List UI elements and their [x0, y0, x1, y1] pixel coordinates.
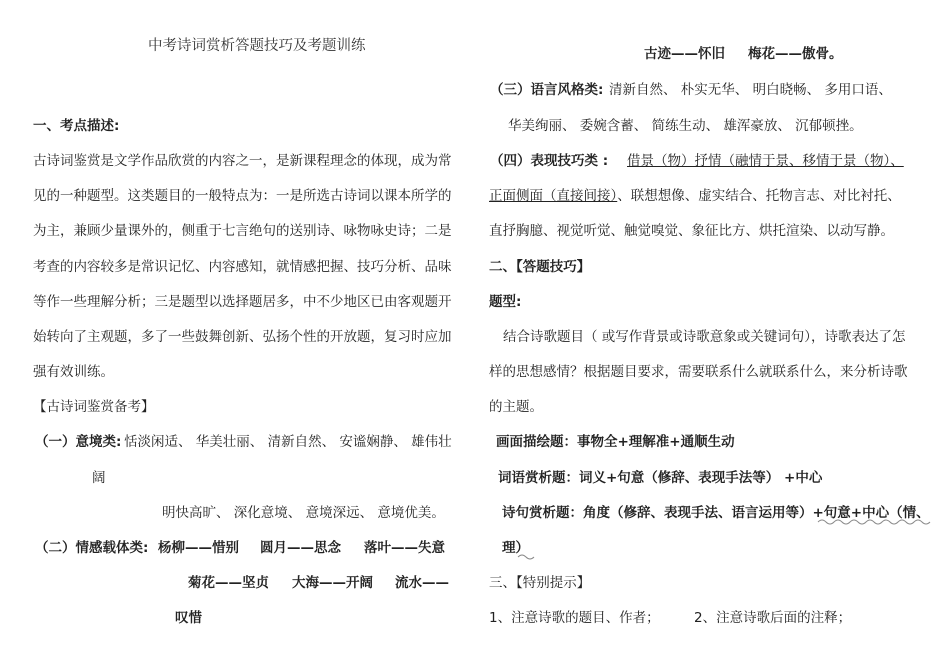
paragraph-line: 见的一种题型。这类题目的一般特点为：一是所选古诗词以课本所学的 — [33, 188, 452, 204]
question-type-label: 题型: — [489, 294, 522, 310]
category-label-qinggan: （二）情感载体类: — [35, 540, 149, 556]
section-heading-2: 二、【答题技巧】 — [489, 259, 591, 275]
paragraph-line: 考查的内容较多是常识记忆、内容感知，就情感把握、技巧分析、品味 — [33, 259, 452, 275]
squiggle-line — [518, 555, 534, 559]
category-label-yijing: （一）意境类: — [35, 434, 122, 450]
paragraph-line: 强有效训练。 — [33, 364, 114, 380]
pair-item: 流水—— — [395, 575, 449, 591]
technique-underlined: 借景（物）抒情（融情于景、移情于景（物）、 — [627, 153, 904, 169]
tip-item: 2、注意诗歌后面的注释； — [694, 610, 852, 626]
pair-item: 古迹——怀旧 — [644, 46, 725, 62]
paragraph-line: 为主，兼顾少量课外的，侧重于七言绝句的送别诗、咏物咏史诗；二是 — [33, 223, 452, 239]
paragraph-line: 结合诗歌题目（ 或写作背景或诗歌意象或关键词句），诗歌表达了怎 — [503, 329, 906, 345]
pair-item: 圆月——思念 — [260, 540, 341, 556]
technique-line — [489, 187, 901, 205]
prep-heading: 【古诗词鉴赏备考】 — [33, 399, 155, 415]
spellcheck-squiggle — [500, 515, 940, 565]
category-items: 明快高旷、 深化意境、 意境深远、 意境优美。 — [162, 505, 445, 521]
category-items: 恬淡闲适、 华美壮丽、 清新自然、 安谧娴静、 雄伟壮 — [124, 434, 452, 450]
paragraph-line: 样的思想感情？根据题目要求，需要联系什么就联系什么，来分析诗歌 — [489, 364, 908, 380]
answer-formula: 画面描绘题：事物全+理解准+通顺生动 — [496, 434, 735, 450]
technique-underlined: 正面侧面（直接间接） — [489, 188, 618, 204]
pair-item: 菊花——坚贞 — [188, 575, 269, 591]
category-items: 华美绚丽、 委婉含蓄、 简练生动、 雄浑豪放、 沉郁顿挫。 — [508, 118, 863, 134]
section-heading-1: 一、考点描述: — [33, 118, 120, 134]
pair-item: 杨柳——惜别 — [158, 540, 239, 556]
category-label-jiqiao: （四）表现技巧类 : — [490, 153, 609, 169]
section-heading-3: 三、【特别提示】 — [489, 575, 591, 591]
category-label-yuyan: （三）语言风格类: — [490, 82, 604, 98]
tip-item: 1、注意诗歌的题目、作者； — [489, 610, 660, 626]
pair-item: 大海——开阔 — [292, 575, 373, 591]
document-title: 中考诗词赏析答题技巧及考题训练 — [148, 38, 366, 54]
technique-rest: 、联想想像、虚实结合、托物言志、对比衬托、 — [617, 188, 901, 204]
paragraph-line: 古诗词鉴赏是文学作品欣赏的内容之一，是新课程理念的体现，成为常 — [33, 153, 452, 169]
pair-item: 梅花——傲骨。 — [748, 46, 843, 62]
answer-formula: 诗句赏析题：角度（修辞、表现手法、语言运用等）+句意+中心（情、 — [502, 505, 930, 521]
paragraph-line: 始转向了主观题，多了一些鼓舞创新、弘扬个性的开放题，复习时应加 — [33, 329, 452, 345]
paragraph-line: 的主题。 — [489, 399, 543, 415]
squiggle-line — [818, 520, 930, 524]
category-items: 清新自然、 朴实无华、 明白晓畅、 多用口语、 — [609, 82, 892, 98]
answer-formula: 词语赏析题：词义+句意（修辞、表现手法等） +中心 — [498, 470, 823, 486]
pair-item: 落叶——失意 — [364, 540, 445, 556]
technique-line: 直抒胸臆、视觉听觉、触觉嗅觉、象征比方、烘托渲染、以动写静。 — [489, 223, 894, 239]
category-items: 阔 — [92, 470, 106, 486]
answer-formula: 理） — [502, 540, 529, 556]
pair-item: 叹惜 — [175, 610, 202, 626]
paragraph-line: 等作一些理解分析；三是题型以选择题居多，中不少地区已由客观题开 — [33, 294, 452, 310]
